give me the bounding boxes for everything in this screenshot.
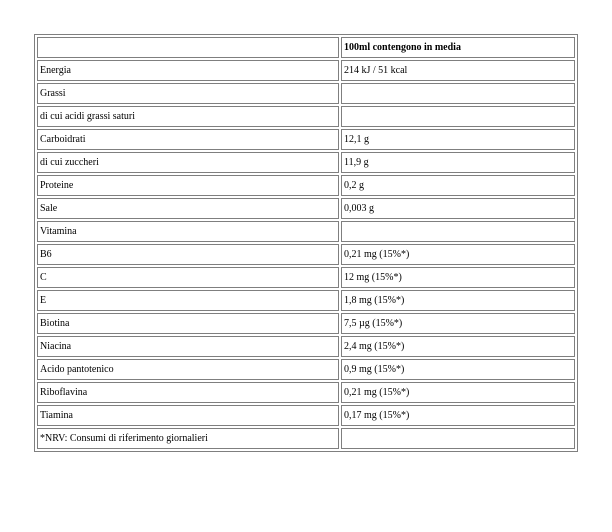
nutrient-value: 2,4 mg (15%*)	[341, 336, 575, 357]
nutrient-name: Riboflavina	[37, 382, 339, 403]
nutrient-name: E	[37, 290, 339, 311]
nutrient-value: 0,9 mg (15%*)	[341, 359, 575, 380]
table-row	[37, 152, 575, 173]
nutrient-value: 214 kJ / 51 kcal	[341, 60, 575, 81]
nutrient-value: 12 mg (15%*)	[341, 267, 575, 288]
header-name-cell	[37, 37, 339, 58]
table-row	[37, 83, 575, 104]
table-row	[37, 313, 575, 334]
nutrient-name: Energia	[37, 60, 339, 81]
nutrient-name: Grassi	[37, 83, 339, 104]
footnote-text: *NRV: Consumi di riferimento giornalieri	[37, 428, 339, 449]
table-row	[37, 290, 575, 311]
table-row	[37, 359, 575, 380]
nutrient-name: Sale	[37, 198, 339, 219]
table-row	[37, 267, 575, 288]
nutrient-name: B6	[37, 244, 339, 265]
nutrient-name: di cui zuccheri	[37, 152, 339, 173]
table-row	[37, 198, 575, 219]
nutrient-value: 11,9 g	[341, 152, 575, 173]
nutrient-value: 0,003 g	[341, 198, 575, 219]
nutrient-name: C	[37, 267, 339, 288]
table-row	[37, 106, 575, 127]
nutrient-value	[341, 83, 575, 104]
nutrient-name: Acido pantotenico	[37, 359, 339, 380]
nutrient-value: 0,17 mg (15%*)	[341, 405, 575, 426]
nutrient-name: Proteine	[37, 175, 339, 196]
table-row	[37, 382, 575, 403]
table-row	[37, 336, 575, 357]
nutrient-name: Niacina	[37, 336, 339, 357]
table-row	[37, 405, 575, 426]
nutrient-value: 0,21 mg (15%*)	[341, 244, 575, 265]
table-row	[37, 244, 575, 265]
header-value-cell: 100ml contengono in media	[341, 37, 575, 58]
nutrition-table	[34, 34, 578, 452]
nutrient-name: Carboidrati	[37, 129, 339, 150]
nutrient-value	[341, 106, 575, 127]
nutrient-name: Vitamina	[37, 221, 339, 242]
table-row	[37, 221, 575, 242]
nutrient-value: 7,5 µg (15%*)	[341, 313, 575, 334]
nutrient-name: di cui acidi grassi saturi	[37, 106, 339, 127]
nutrient-name: Tiamina	[37, 405, 339, 426]
nutrient-value: 0,21 mg (15%*)	[341, 382, 575, 403]
table-row	[37, 60, 575, 81]
table-row	[37, 129, 575, 150]
nutrient-value: 0,2 g	[341, 175, 575, 196]
table-row	[37, 175, 575, 196]
nutrient-value: 1,8 mg (15%*)	[341, 290, 575, 311]
nutrient-value	[341, 221, 575, 242]
table-header-row	[37, 37, 575, 58]
footnote-row	[37, 428, 575, 449]
nutrient-value: 12,1 g	[341, 129, 575, 150]
nutrient-name: Biotina	[37, 313, 339, 334]
footnote-value	[341, 428, 575, 449]
